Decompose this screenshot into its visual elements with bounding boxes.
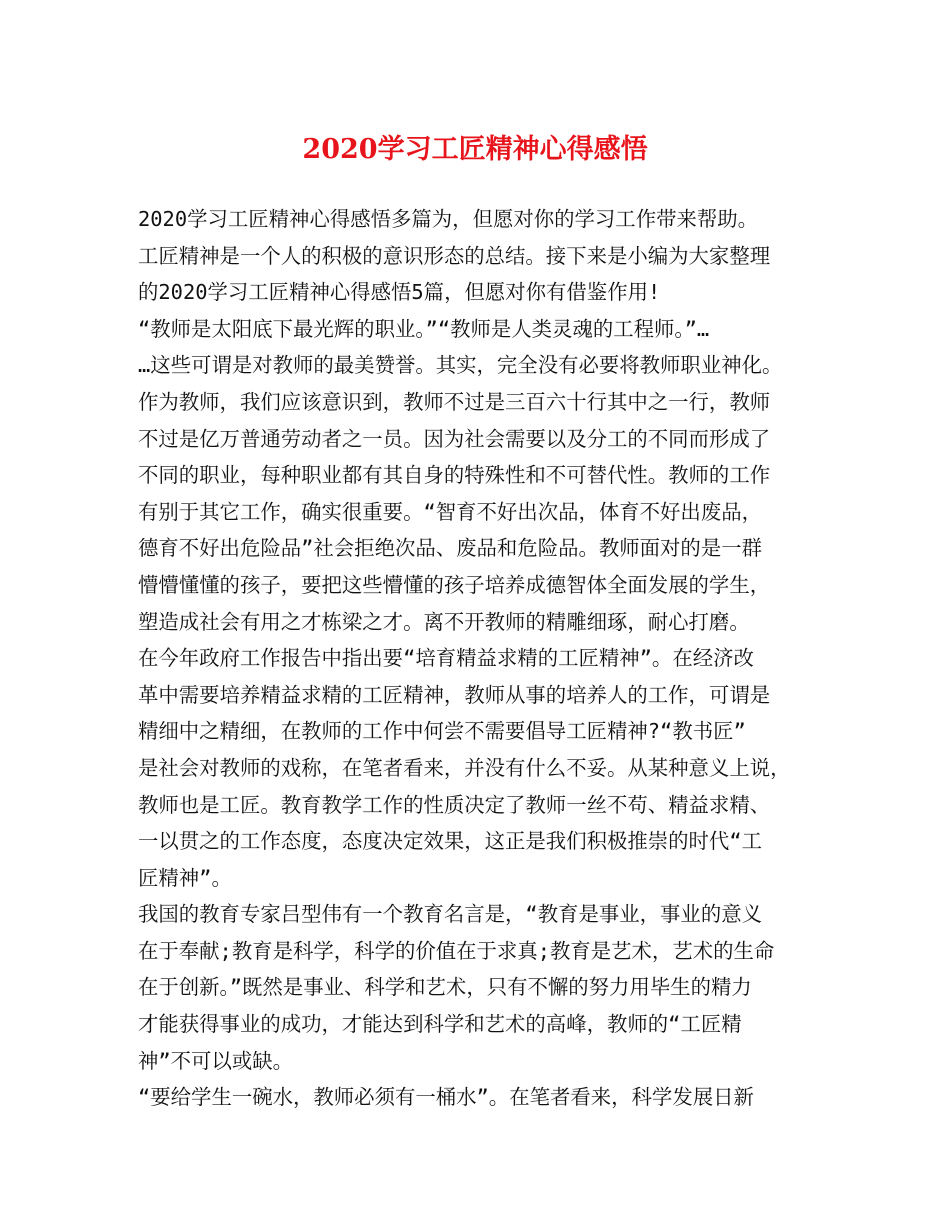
body-line: 匠精神”。	[138, 865, 232, 890]
body-line: 神”不可以或缺。	[138, 1048, 294, 1073]
body-line: 作为教师，我们应该意识到，教师不过是三百六十行其中之一行，教师	[138, 389, 771, 414]
body-line: “要给学生一碗水，教师必须有一桶水”。在笔者看来，科学发展日新	[138, 1085, 754, 1110]
body-line: 才能获得事业的成功，才能达到科学和艺术的高峰，教师的“工匠精	[138, 1012, 742, 1037]
body-line: 一以贯之的工作态度，态度决定效果，这正是我们积极推崇的时代“工	[138, 829, 762, 854]
body-line: “教师是太阳底下最光辉的职业。”“教师是人类灵魂的工程师。”…	[138, 316, 710, 341]
document-title: 2020学习工匠精神心得感悟	[302, 134, 648, 165]
body-line: 是社会对教师的戏称，在笔者看来，并没有什么不妥。从某种意义上说，	[138, 755, 791, 780]
body-line: 塑造成社会有用之才栋梁之才。离不开教师的精雕细琢，耐心打磨。	[138, 609, 750, 634]
body-line: 懵懵懂懂的孩子，要把这些懵懂的孩子培养成德智体全面发展的学生，	[138, 572, 771, 597]
body-line: 不过是亿万普通劳动者之一员。因为社会需要以及分工的不同而形成了	[138, 426, 771, 451]
body-line: 不同的职业，每种职业都有其自身的特殊性和不可替代性。教师的工作	[138, 463, 771, 488]
body-line: 2020学习工匠精神心得感悟多篇为，但愿对你的学习工作带来帮助。	[138, 207, 759, 231]
body-line: …这些可谓是对教师的最美赞誉。其实，完全没有必要将教师职业神化。	[138, 353, 783, 378]
body-line: 教师也是工匠。教育教学工作的性质决定了教师一丝不苟、精益求精、	[138, 792, 771, 817]
body-line: 有别于其它工作，确实很重要。“智育不好出次品，体育不好出废品，	[138, 499, 762, 524]
body-line: 工匠精神是一个人的积极的意识形态的总结。接下来是小编为大家整理	[138, 243, 771, 268]
body-line: 革中需要培养精益求精的工匠精神，教师从事的培养人的工作，可谓是	[138, 682, 771, 707]
body-line: 德育不好出危险品”社会拒绝次品、废品和危险品。教师面对的是一群	[138, 536, 762, 561]
document-body	[138, 201, 838, 1116]
body-line: 的2020学习工匠精神心得感悟5篇，但愿对你有借鉴作用!	[138, 280, 661, 305]
body-line: 在于创新。”既然是事业、科学和艺术，只有不懈的努力用毕生的精力	[138, 975, 752, 1000]
body-line: 在于奉献;教育是科学，科学的价值在于求真;教育是艺术，艺术的生命	[138, 938, 775, 963]
body-line: 我国的教育专家吕型伟有一个教育名言是，“教育是事业，事业的意义	[138, 902, 762, 927]
body-line: 在今年政府工作报告中指出要“培育精益求精的工匠精神”。在经济改	[138, 646, 754, 671]
body-line: 精细中之精细，在教师的工作中何尝不需要倡导工匠精神?“教书匠”	[138, 719, 746, 744]
